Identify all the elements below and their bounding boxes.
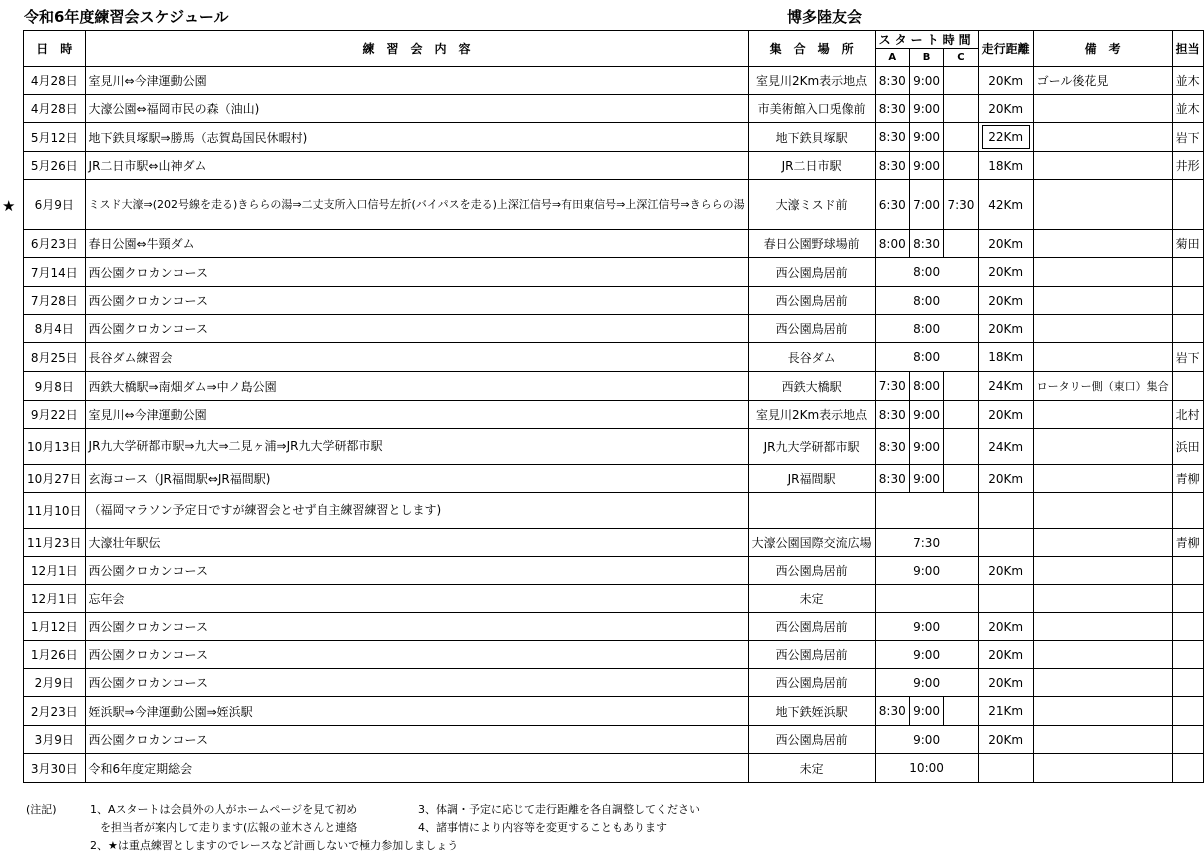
content-cell: 西鉄大橋駅⇒南畑ダム⇒中ノ島公園	[85, 372, 748, 401]
person-cell: 浜田	[1172, 429, 1203, 465]
note-cell	[1033, 429, 1172, 465]
start-b-cell: 7:00	[909, 180, 943, 230]
start-a-cell: 8:30	[875, 67, 909, 95]
note-cell	[1033, 613, 1172, 641]
content-cell: 西公園クロカンコース	[85, 557, 748, 585]
person-cell	[1172, 726, 1203, 754]
place-cell: 長谷ダム	[748, 343, 875, 372]
place-cell: 大濠公園国際交流広場	[748, 529, 875, 557]
person-cell	[1172, 557, 1203, 585]
note-cell	[1033, 401, 1172, 429]
person-cell	[1172, 641, 1203, 669]
table-row	[24, 401, 1204, 429]
distance-cell: 20Km	[978, 557, 1033, 585]
note-cell	[1033, 641, 1172, 669]
content-cell: JR九大学研都市駅⇒九大⇒二見ヶ浦⇒JR九大学研都市駅	[85, 429, 748, 465]
col-notes-header: 備 考	[1033, 31, 1172, 67]
table-row	[24, 180, 1204, 230]
note-cell: ゴール後花見	[1033, 67, 1172, 95]
distance-cell: 20Km	[978, 465, 1033, 493]
content-cell: 室見川⇔今津運動公園	[85, 67, 748, 95]
distance-cell: 20Km	[978, 726, 1033, 754]
note-3: 3、体調・予定に応じて走行距離を各自調整してください	[418, 803, 700, 816]
table-row	[24, 315, 1204, 343]
content-cell: 地下鉄貝塚駅⇒勝馬（志賀島国民休暇村)	[85, 123, 748, 152]
place-cell: 大濠ミスド前	[748, 180, 875, 230]
content-cell: 大濠公園⇔福岡市民の森（油山)	[85, 95, 748, 123]
start-b-cell: 9:00	[909, 95, 943, 123]
place-cell: 西公園鳥居前	[748, 315, 875, 343]
note-cell	[1033, 95, 1172, 123]
col-start-header: スタート時間	[875, 31, 978, 49]
col-distance-header: 走行距離	[978, 31, 1033, 67]
person-cell: 並木	[1172, 67, 1203, 95]
table-row	[24, 754, 1204, 783]
start-time-cell: 8:00	[875, 315, 978, 343]
date-cell: 6月23日	[24, 230, 86, 258]
start-c-cell	[944, 465, 978, 493]
note-1a: 1、Aスタートは会員外の人がホームページを見て初め	[90, 803, 358, 816]
place-cell: 室見川2Km表示地点	[748, 401, 875, 429]
start-time-cell: 9:00	[875, 641, 978, 669]
content-cell: 姪浜駅⇒今津運動公園⇒姪浜駅	[85, 697, 748, 726]
person-cell: 岩下	[1172, 123, 1203, 152]
content-cell: 西公園クロカンコース	[85, 726, 748, 754]
place-cell	[748, 493, 875, 529]
date-cell: 4月28日	[24, 67, 86, 95]
person-cell	[1172, 493, 1203, 529]
place-cell: 西公園鳥居前	[748, 726, 875, 754]
person-cell: 井形	[1172, 152, 1203, 180]
person-cell: 北村	[1172, 401, 1203, 429]
notes-label: (注記)	[26, 803, 57, 816]
person-cell	[1172, 315, 1203, 343]
start-c-cell	[944, 429, 978, 465]
col-b-header: B	[909, 49, 943, 67]
start-time-cell: 9:00	[875, 613, 978, 641]
place-cell: JR二日市駅	[748, 152, 875, 180]
distance-cell: 20Km	[978, 67, 1033, 95]
note-cell	[1033, 123, 1172, 152]
place-cell: 未定	[748, 754, 875, 783]
content-cell: 西公園クロカンコース	[85, 669, 748, 697]
date-cell: 3月9日	[24, 726, 86, 754]
distance-cell	[978, 754, 1033, 783]
table-row	[24, 429, 1204, 465]
content-cell: 西公園クロカンコース	[85, 258, 748, 287]
start-c-cell	[944, 67, 978, 95]
start-b-cell: 9:00	[909, 401, 943, 429]
content-cell: 春日公園⇔牛頸ダム	[85, 230, 748, 258]
person-cell	[1172, 287, 1203, 315]
date-cell: 2月9日	[24, 669, 86, 697]
content-cell: ミスド大濠⇒(202号線を走る)きららの湯⇒二丈支所入口信号左折(バイパスを走る)上深江信号⇒有田東信号⇒上深江信号⇒きららの湯	[85, 180, 748, 230]
start-c-cell	[944, 372, 978, 401]
content-cell: 令和6年度定期総会	[85, 754, 748, 783]
place-cell: 未定	[748, 585, 875, 613]
table-row	[24, 585, 1204, 613]
table-row	[24, 372, 1204, 401]
note-cell	[1033, 585, 1172, 613]
start-c-cell	[944, 123, 978, 152]
date-cell: 6月9日	[24, 180, 86, 230]
note-cell	[1033, 152, 1172, 180]
place-cell: 西公園鳥居前	[748, 287, 875, 315]
content-cell: 西公園クロカンコース	[85, 641, 748, 669]
distance-cell: 18Km	[978, 152, 1033, 180]
start-b-cell: 9:00	[909, 123, 943, 152]
table-row	[24, 95, 1204, 123]
start-a-cell: 8:00	[875, 230, 909, 258]
date-cell: 10月13日	[24, 429, 86, 465]
note-cell	[1033, 726, 1172, 754]
distance-cell: 18Km	[978, 343, 1033, 372]
person-cell	[1172, 754, 1203, 783]
distance-cell: 20Km	[978, 95, 1033, 123]
distance-box: 22Km	[982, 125, 1030, 149]
content-cell: 玄海コース（JR福間駅⇔JR福間駅)	[85, 465, 748, 493]
note-cell	[1033, 315, 1172, 343]
col-a-header: A	[875, 49, 909, 67]
content-cell: 大濠壮年駅伝	[85, 529, 748, 557]
note-cell	[1033, 493, 1172, 529]
start-a-cell: 8:30	[875, 697, 909, 726]
date-cell: 12月1日	[24, 557, 86, 585]
place-cell: 室見川2Km表示地点	[748, 67, 875, 95]
place-cell: 西公園鳥居前	[748, 557, 875, 585]
start-c-cell	[944, 401, 978, 429]
note-cell	[1033, 557, 1172, 585]
start-c-cell	[944, 152, 978, 180]
note-cell: ロータリー側（東口）集合	[1033, 372, 1172, 401]
start-time-cell: 8:00	[875, 258, 978, 287]
person-cell: 青柳	[1172, 465, 1203, 493]
star-icon: ★	[2, 197, 16, 215]
table-row	[24, 697, 1204, 726]
person-cell: 並木	[1172, 95, 1203, 123]
note-cell	[1033, 669, 1172, 697]
distance-cell: 24Km	[978, 429, 1033, 465]
person-cell: 岩下	[1172, 343, 1203, 372]
distance-cell: 20Km	[978, 401, 1033, 429]
content-cell: 忘年会	[85, 585, 748, 613]
table-row	[24, 230, 1204, 258]
date-cell: 11月23日	[24, 529, 86, 557]
distance-cell	[978, 493, 1033, 529]
table-row	[24, 343, 1204, 372]
content-cell: 室見川⇔今津運動公園	[85, 401, 748, 429]
place-cell: 西公園鳥居前	[748, 641, 875, 669]
content-cell: 西公園クロカンコース	[85, 315, 748, 343]
place-cell: 春日公園野球場前	[748, 230, 875, 258]
note-cell	[1033, 754, 1172, 783]
col-content-header: 練 習 会 内 容	[85, 31, 748, 67]
date-cell: 9月8日	[24, 372, 86, 401]
start-b-cell: 8:30	[909, 230, 943, 258]
date-cell: 8月4日	[24, 315, 86, 343]
place-cell: 西公園鳥居前	[748, 613, 875, 641]
place-cell: 市美術館入口兎像前	[748, 95, 875, 123]
note-cell	[1033, 529, 1172, 557]
person-cell	[1172, 585, 1203, 613]
place-cell: JR九大学研都市駅	[748, 429, 875, 465]
place-cell: 西公園鳥居前	[748, 258, 875, 287]
distance-cell	[978, 585, 1033, 613]
table-row	[24, 287, 1204, 315]
date-cell: 7月28日	[24, 287, 86, 315]
distance-cell: 42Km	[978, 180, 1033, 230]
note-cell	[1033, 230, 1172, 258]
table-row	[24, 726, 1204, 754]
table-row	[24, 641, 1204, 669]
start-time-cell: 9:00	[875, 669, 978, 697]
table-row	[24, 258, 1204, 287]
distance-cell: 24Km	[978, 372, 1033, 401]
distance-cell: 20Km	[978, 613, 1033, 641]
note-cell	[1033, 287, 1172, 315]
note-cell	[1033, 343, 1172, 372]
start-time-cell	[875, 585, 978, 613]
col-person-header: 担当	[1172, 31, 1203, 67]
table-row	[24, 67, 1204, 95]
organization-name: 博多陸友会	[787, 8, 863, 26]
start-time-cell: 7:30	[875, 529, 978, 557]
distance-cell: 20Km	[978, 230, 1033, 258]
place-cell: 地下鉄姪浜駅	[748, 697, 875, 726]
table-row	[24, 123, 1204, 152]
distance-cell: 20Km	[978, 315, 1033, 343]
start-time-cell: 8:00	[875, 343, 978, 372]
table-row	[24, 669, 1204, 697]
table-row	[24, 613, 1204, 641]
place-cell: JR福間駅	[748, 465, 875, 493]
date-cell: 10月27日	[24, 465, 86, 493]
start-b-cell: 8:00	[909, 372, 943, 401]
distance-cell: 20Km	[978, 669, 1033, 697]
start-time-cell: 8:00	[875, 287, 978, 315]
place-cell: 西鉄大橋駅	[748, 372, 875, 401]
date-cell: 5月26日	[24, 152, 86, 180]
distance-cell: 20Km	[978, 258, 1033, 287]
date-cell: 7月14日	[24, 258, 86, 287]
note-2: 2、★は重点練習としますのでレースなど計画しないで極力参加しましょう	[90, 839, 459, 852]
start-a-cell: 7:30	[875, 372, 909, 401]
distance-cell	[978, 123, 1033, 152]
table-row	[24, 152, 1204, 180]
person-cell	[1172, 258, 1203, 287]
place-cell: 西公園鳥居前	[748, 669, 875, 697]
start-a-cell: 8:30	[875, 123, 909, 152]
note-cell	[1033, 697, 1172, 726]
date-cell: 4月28日	[24, 95, 86, 123]
start-a-cell: 8:30	[875, 401, 909, 429]
note-cell	[1033, 465, 1172, 493]
person-cell	[1172, 613, 1203, 641]
start-a-cell: 8:30	[875, 465, 909, 493]
page-title: 令和6年度練習会スケジュール	[24, 8, 229, 26]
person-cell	[1172, 697, 1203, 726]
schedule-table	[23, 30, 1204, 783]
date-cell: 1月12日	[24, 613, 86, 641]
start-a-cell: 8:30	[875, 429, 909, 465]
start-c-cell	[944, 95, 978, 123]
content-cell: 西公園クロカンコース	[85, 287, 748, 315]
date-cell: 11月10日	[24, 493, 86, 529]
date-cell: 3月30日	[24, 754, 86, 783]
content-cell: JR二日市駅⇔山神ダム	[85, 152, 748, 180]
start-c-cell	[944, 697, 978, 726]
person-cell: 菊田	[1172, 230, 1203, 258]
content-cell: 西公園クロカンコース	[85, 613, 748, 641]
start-b-cell: 9:00	[909, 152, 943, 180]
start-time-cell: 9:00	[875, 557, 978, 585]
col-c-header: C	[944, 49, 978, 67]
distance-cell: 21Km	[978, 697, 1033, 726]
person-cell	[1172, 180, 1203, 230]
start-a-cell: 8:30	[875, 152, 909, 180]
content-cell: （福岡マラソン予定日ですが練習会とせず自主練習練習とします)	[85, 493, 748, 529]
start-c-cell	[944, 230, 978, 258]
person-cell: 青柳	[1172, 529, 1203, 557]
person-cell	[1172, 372, 1203, 401]
date-cell: 12月1日	[24, 585, 86, 613]
table-row	[24, 465, 1204, 493]
col-place-header: 集 合 場 所	[748, 31, 875, 67]
note-1b: を担当者が案内して走ります(広報の並木さんと連絡	[100, 821, 358, 834]
distance-cell	[978, 529, 1033, 557]
date-cell: 2月23日	[24, 697, 86, 726]
content-cell: 長谷ダム練習会	[85, 343, 748, 372]
place-cell: 地下鉄貝塚駅	[748, 123, 875, 152]
person-cell	[1172, 669, 1203, 697]
table-row	[24, 493, 1204, 529]
start-b-cell: 9:00	[909, 429, 943, 465]
note-cell	[1033, 180, 1172, 230]
table-row	[24, 529, 1204, 557]
start-a-cell: 6:30	[875, 180, 909, 230]
start-b-cell: 9:00	[909, 67, 943, 95]
start-b-cell: 9:00	[909, 697, 943, 726]
date-cell: 5月12日	[24, 123, 86, 152]
date-cell: 1月26日	[24, 641, 86, 669]
start-time-cell: 10:00	[875, 754, 978, 783]
note-4: 4、諸事情により内容等を変更することもあります	[418, 821, 667, 834]
start-b-cell: 9:00	[909, 465, 943, 493]
note-cell	[1033, 258, 1172, 287]
start-a-cell: 8:30	[875, 95, 909, 123]
start-c-cell: 7:30	[944, 180, 978, 230]
start-time-cell: 9:00	[875, 726, 978, 754]
table-row	[24, 557, 1204, 585]
date-cell: 8月25日	[24, 343, 86, 372]
distance-cell: 20Km	[978, 641, 1033, 669]
start-time-cell	[875, 493, 978, 529]
distance-cell: 20Km	[978, 287, 1033, 315]
col-date-header: 日 時	[24, 31, 86, 67]
date-cell: 9月22日	[24, 401, 86, 429]
